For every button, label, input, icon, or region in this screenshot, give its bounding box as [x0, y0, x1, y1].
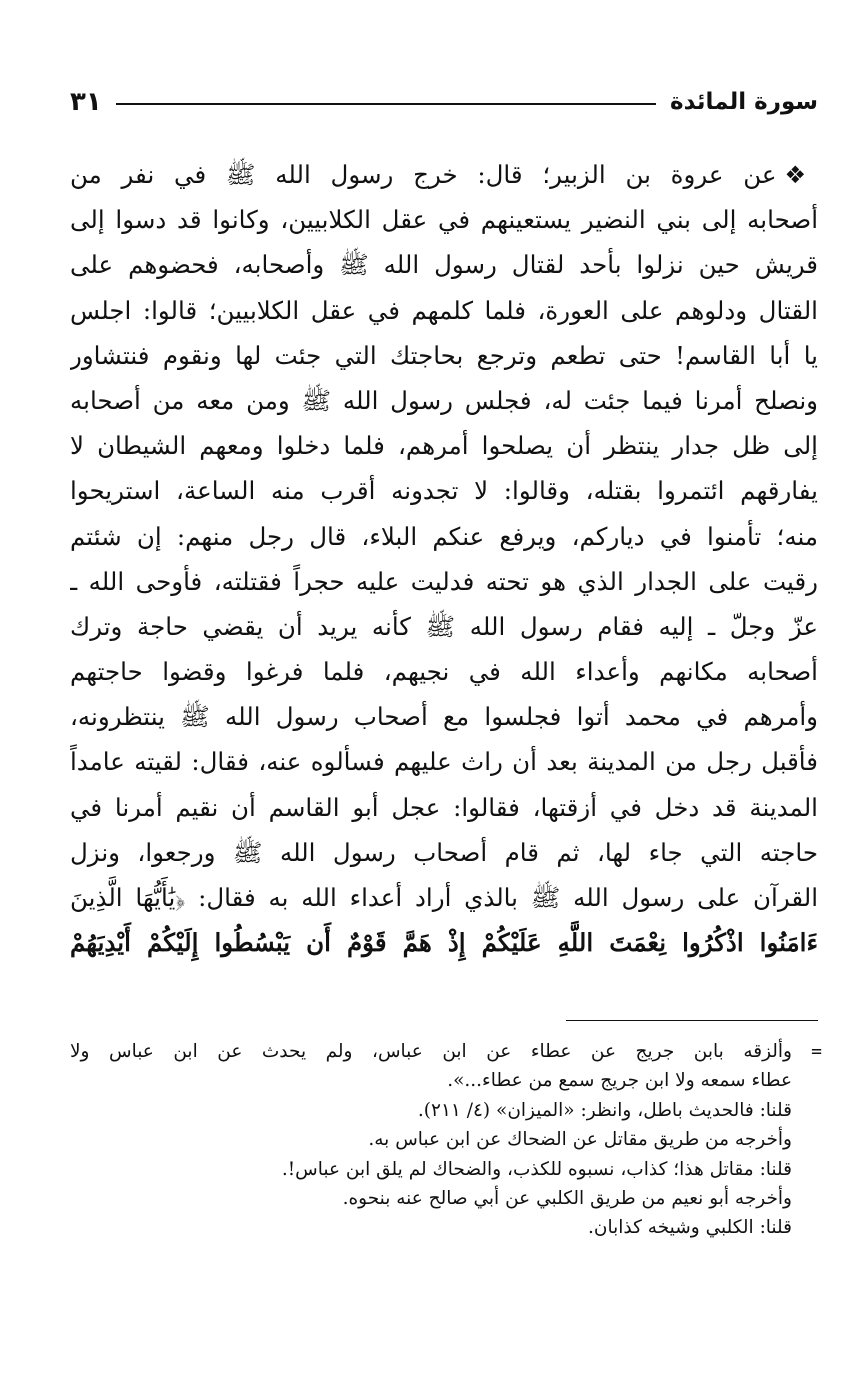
text-line: وأمرهم في محمد أتوا فجلسوا مع أصحاب رسول الله ﷺ ينتظرونه،	[70, 702, 818, 732]
footnote-line	[70, 1037, 822, 1066]
text-line: ونصلح أمرنا فيما جئت له، فجلس رسول الله ﷺ ومن معه من أصحابه	[70, 385, 818, 415]
text-line: يا أبا القاسم! حتى تطعم وترجع بحاجتك التي جئت لها ونقوم فنتشاور	[70, 340, 818, 370]
text-line: القتال ودلوهم على العورة، فلما كلمهم في عقل الكلابيين؛ قالوا: اجلس	[70, 295, 818, 325]
footnotes	[70, 1037, 822, 1243]
text-line: منه؛ تأمنوا في دياركم، ويرفع عنكم البلاء، قال رجل منهم: إن شئتم	[70, 521, 818, 551]
surah-title: سورة المائدة	[670, 89, 818, 115]
page-header	[70, 82, 818, 122]
main-text	[70, 152, 818, 965]
text-line: أصحابه مكانهم وأعداء الله في نجيهم، فلما فرغوا وقضوا حاجتهم	[70, 657, 818, 687]
ornament-icon: ❖	[784, 161, 818, 189]
footnote-line: قلنا: مقاتل هذا؛ كذاب، نسبوه للكذب، والضحاك لم يلق ابن عباس!.	[281, 1158, 792, 1180]
text-line	[70, 152, 818, 197]
footnote-line: قلنا: فالحديث باطل، وانظر: «الميزان» (٤/ ٢١١).	[417, 1099, 792, 1121]
text-line: رقيت على الجدار الذي هو تحته فدليت عليه حجراً فقتلته، فأوحى الله ـ	[70, 566, 818, 596]
quran-verse-line: ءَامَنُوا اذْكُرُوا نِعْمَتَ اللَّهِ عَلَيْكُمْ إِذْ هَمَّ قَوْمٌ أَن يَبْسُطُوا إِلَيْكُمْ أَيْدِيَهُمْ	[70, 928, 818, 958]
footnote-line-content: وألزقه بابن جريج عن عطاء عن ابن عباس، ولم يحدث عن ابن عباس ولا	[70, 1041, 792, 1062]
text-line: إلى ظل جدار ينتظر أن يصلحوا أمرهم، فلما دخلوا ومعهم الشيطان لا	[70, 431, 818, 461]
footnote-line: وأخرجه أبو نعيم من طريق الكلبي عن أبي صالح عنه بنحوه.	[342, 1187, 792, 1209]
text-line: حاجته التي جاء لها، ثم قام أصحاب رسول الله ﷺ ورجعوا، ونزل	[70, 837, 818, 867]
page-number: ٣١	[70, 87, 102, 117]
text-line-content: عن عروة بن الزبير؛ قال: خرج رسول الله ﷺ في نفر من	[70, 160, 777, 189]
footnote-line: عطاء سمعه ولا ابن جريج سمع من عطاء...».	[447, 1070, 792, 1092]
text-line: قريش حين نزلوا بأحد لقتال رسول الله ﷺ وأصحابه، فحضوهم على	[70, 250, 818, 280]
footnote-line: قلنا: الكلبي وشيخه كذابان.	[588, 1217, 792, 1239]
text-line: أصحابه إلى بني النضير يستعينهم في عقل الكلابيين، وكانوا قد دسوا إلى	[70, 205, 818, 235]
text-line: فأقبل رجل من المدينة بعد أن راث عليهم فسألوه عنه، فقال: لقيته عامداً	[70, 747, 818, 777]
header-rule	[116, 103, 656, 105]
footnote-separator	[566, 1020, 818, 1021]
text-line: عزّ وجلّ ـ إليه فقام رسول الله ﷺ كأنه يريد أن يقضي حاجة وترك	[70, 611, 818, 641]
text-line: المدينة قد دخل في أزقتها، فقالوا: عجل أبو القاسم أن نقيم أمرنا في	[70, 792, 818, 822]
text-line: يفارقهم ائتمروا بقتله، وقالوا: لا تجدونه أقرب منه الساعة، استريحوا	[70, 476, 818, 506]
footnote-line: وأخرجه من طريق مقاتل عن الضحاك عن ابن عباس به.	[368, 1129, 792, 1151]
continuation-mark: =	[811, 1041, 822, 1062]
text-line: القرآن على رسول الله ﷺ بالذي أراد أعداء الله به فقال: ﴿يَٰأَيُّهَا الَّذِينَ	[70, 883, 818, 912]
